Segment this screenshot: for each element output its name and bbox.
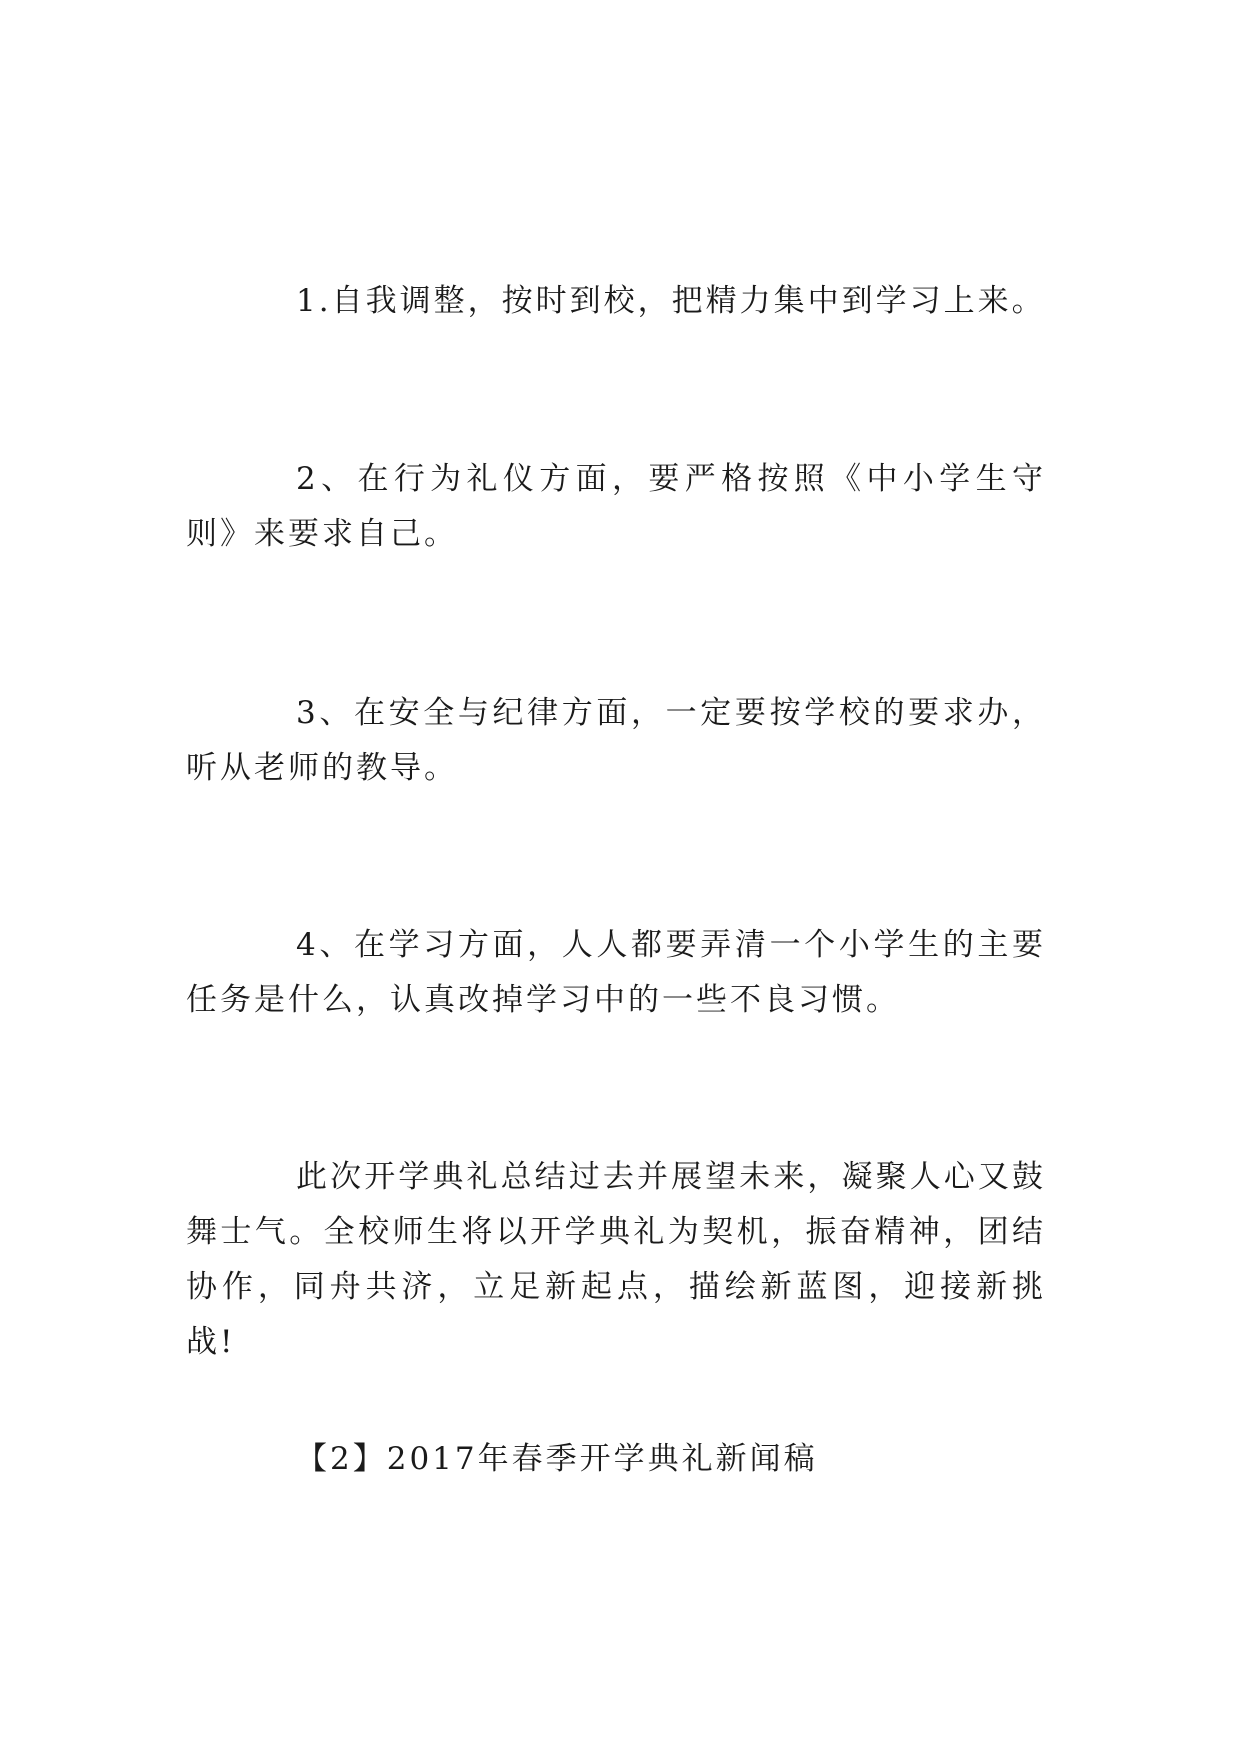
paragraph-item-1: 1.自我调整，按时到校，把精力集中到学习上来。 xyxy=(296,283,1046,319)
paragraph-item-3: 3、在安全与纪律方面，一定要按学校的要求办，听从老师的教导。 xyxy=(186,695,1046,786)
section-heading: 【2】2017年春季开学典礼新闻稿 xyxy=(296,1441,818,1477)
paragraph-item-2: 2、在行为礼仪方面，要严格按照《中小学生守则》来要求自己。 xyxy=(186,461,1046,552)
paragraph-item-4: 4、在学习方面，人人都要弄清一个小学生的主要任务是什么，认真改掉学习中的一些不良习惯。 xyxy=(186,927,1046,1018)
paragraph-summary: 此次开学典礼总结过去并展望未来，凝聚人心又鼓舞士气。全校师生将以开学典礼为契机，振奋精神，团结协作，同舟共济，立足新起点，描绘新蓝图，迎接新挑战! xyxy=(186,1159,1046,1360)
